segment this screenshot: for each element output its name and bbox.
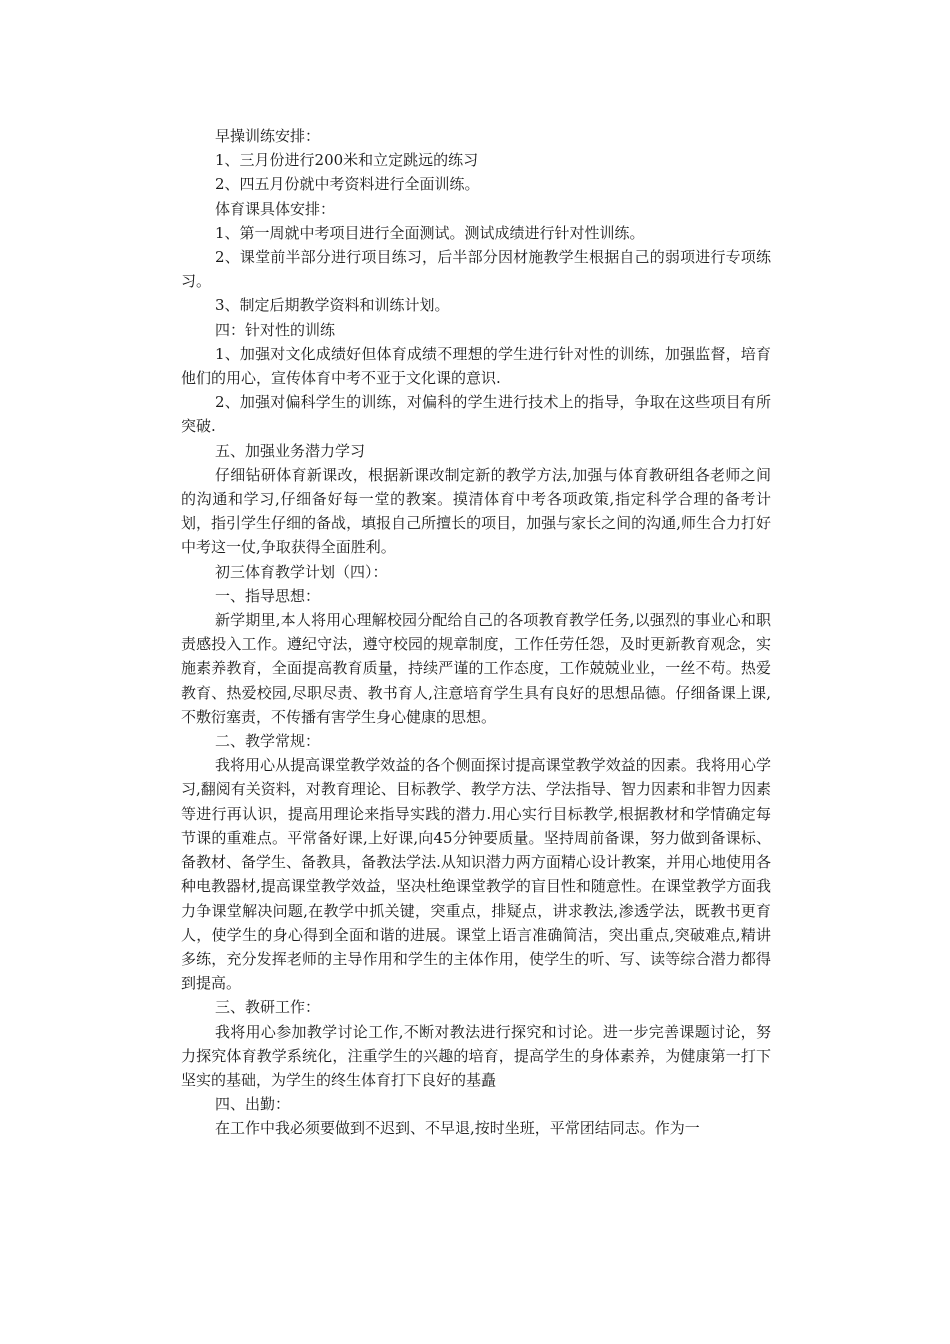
paragraph: 我将用心参加教学讨论工作,不断对教法进行探究和讨论。进一步完善课题讨论，努力探究体育教学系统化，注重学生的兴趣的培育，提高学生的身体素养，为健康第一打下坚实的基础，为学生的终生体育打下良好的基矗 [181,1022,771,1089]
heading-plan-four: 初三体育教学计划（四）： [215,562,388,581]
heading-professional-study: 五、加强业务潜力学习 [215,441,366,460]
paragraph: 在工作中我必须要做到不迟到、不早退,按时坐班，平常团结同志。作为一 [215,1119,700,1138]
paragraph: 新学期里,本人将用心理解校园分配给自己的各项教育教学任务,以强烈的事业心和职责感投入工作。遵纪守法，遵守校园的规章制度，工作任劳任怨，及时更新教育观念，实施素养教育，全面提高教育质量，持续严谨的工作态度，工作兢兢业业，一丝不苟。热爱教育、热爱校园,尽职尽责、教书育人,注意培育学生具有良好的思想品德。仔细备课上课,不敷衍塞责，不传播有害学生身心健康的思想。 [181,611,771,726]
paragraph: 3、制定后期教学资料和训练计划。 [215,296,450,315]
heading-morning-exercise: 早操训练安排： [215,127,321,145]
paragraph: 2、加强对偏科学生的训练，对偏科的学生进行技术上的指导，争取在这些项目有所突破. [181,393,771,436]
heading-attendance: 四、出勤： [215,1095,291,1114]
paragraph: 2、课堂前半部分进行项目练习，后半部分因材施教学生根据自己的弱项进行专项练习。 [181,248,771,291]
heading-guiding-ideology: 一、指导思想： [215,586,321,605]
heading-targeted-training: 四：针对性的训练 [215,320,336,339]
paragraph: 1、第一周就中考项目进行全面测试。测试成绩进行针对性训练。 [215,223,645,242]
paragraph: 仔细钻研体育新课改，根据新课改制定新的教学方法,加强与体育教研组各老师之间的沟通和学习,仔细备好每一堂的教案。摸清体育中考各项政策,指定科学合理的备考计划，指引学生仔细的备战，填报自己所擅长的项目，加强与家长之间的沟通,师生合力打好中考这一仗,争取获得全面胜利。 [181,465,771,557]
heading-research-work: 三、教研工作： [215,998,321,1017]
heading-teaching-routine: 二、教学常规： [215,732,321,751]
heading-pe-class: 体育课具体安排： [215,199,336,218]
paragraph: 2、四五月份就中考资料进行全面训练。 [215,175,480,194]
document-body [181,124,771,1141]
paragraph: 1、加强对文化成绩好但体育成绩不理想的学生进行针对性的训练，加强监督，培育他们的用心，宣传体育中考不亚于文化课的意识. [181,344,771,388]
paragraph: 1、三月份进行200米和立定跳远的练习 [215,151,479,170]
paragraph: 我将用心从提高课堂教学效益的各个侧面探讨提高课堂教学效益的因素。我将用心学习,翻阅有关资料，对教育理论、目标教学、教学方法、学法指导、智力因素和非智力因素等进行再认识，提高用理论来指导实践的潜力.用心实行目标教学,根据教材和学情确定每节课的重难点。平常备好课,上好课,向45分钟要质量。坚持周前备课，努力做到备课标、备教材、备学生、备教具，备教法学法.从知识潜力两方面精心设计教案，并用心地使用各种电教器材,提高课堂教学效益，坚决杜绝课堂教学的盲目性和随意性。在课堂教学方面我力争课堂解决问题,在教学中抓关键，突重点，排疑点，讲求教法,渗透学法，既教书更育人，使学生的身心得到全面和谐的进展。课堂上语言准确简洁，突出重点,突破难点,精讲多练，充分发挥老师的主导作用和学生的主体作用，使学生的听、写、读等综合潜力都得到提高。 [181,756,771,993]
